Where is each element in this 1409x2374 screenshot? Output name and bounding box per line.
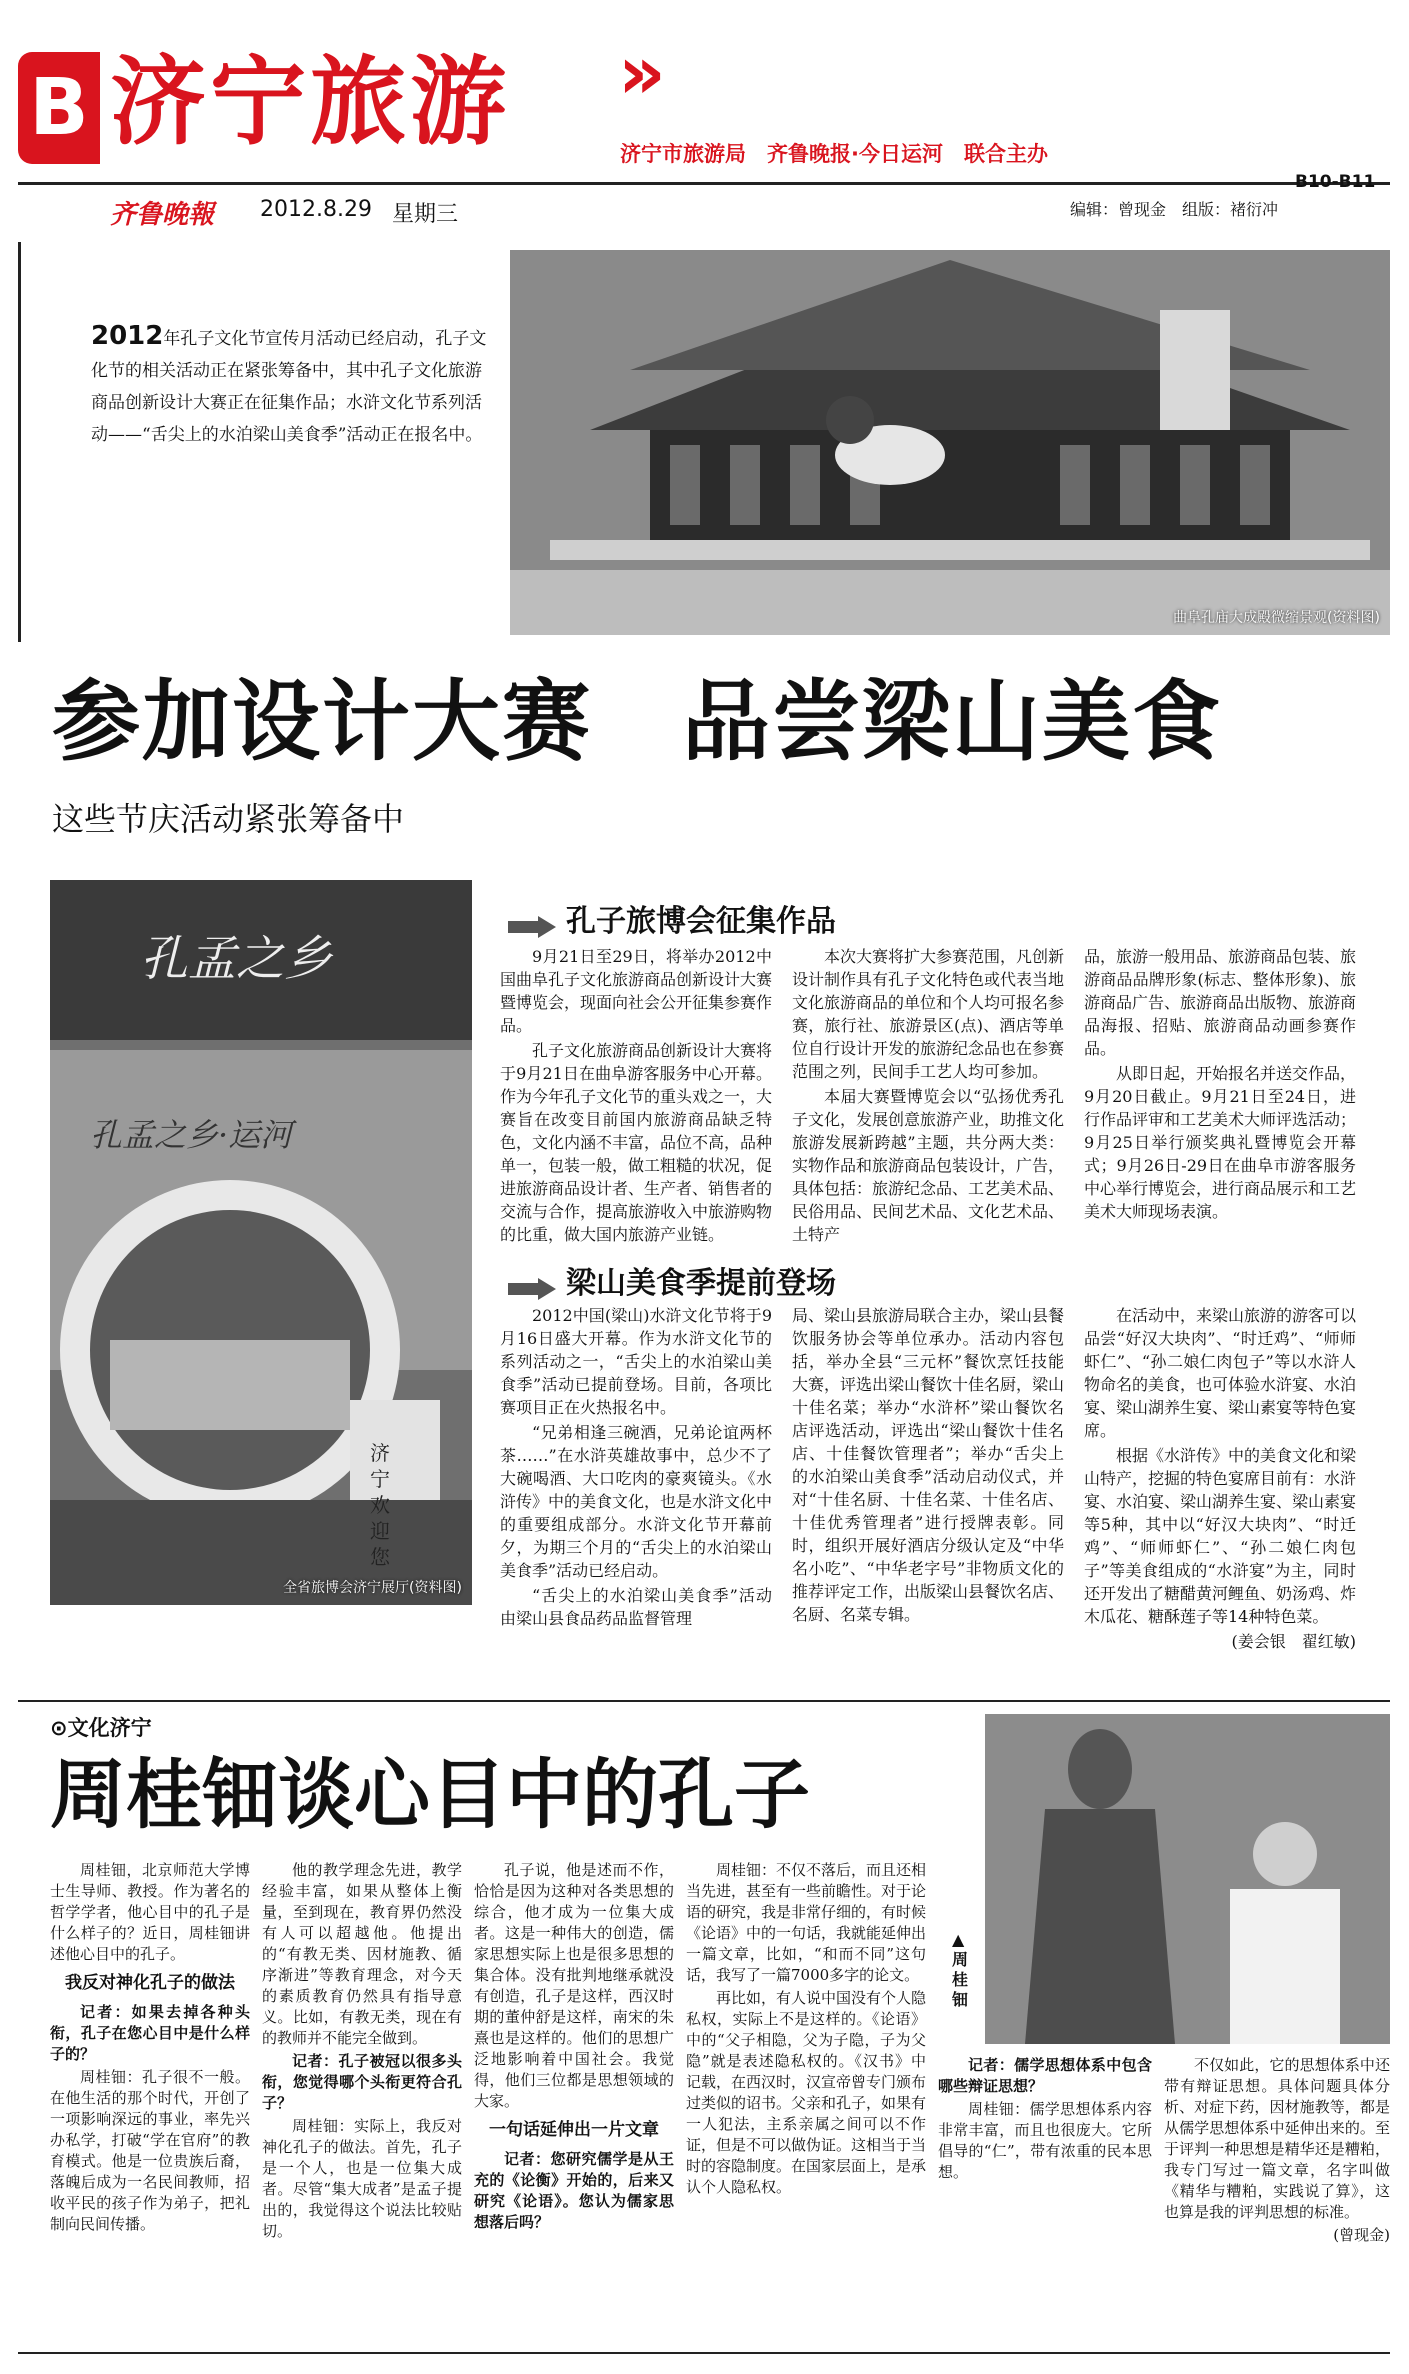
feature-intro: 周桂钿，北京师范大学博士生导师、教授。作为著名的哲学学者，他心目中的孔子是什么样子的？近日，周桂钿讲述他心目中的孔子。: [50, 1861, 250, 1963]
feature-subhead-1: 我反对神化孔子的做法: [65, 1973, 235, 1993]
feature-title: 周桂钿谈心目中的孔子: [50, 1750, 810, 1839]
lead-year: 2012: [91, 321, 164, 351]
editor-credit: 编辑：曾现金 组版：褚衍冲: [1070, 200, 1279, 219]
feature-a3: 周桂钿：不仅不落后，而且还相当先进，甚至有一些前瞻性。对于论语的研究，我是非常仔细的，有时候《论语》中的一句话，我就能延伸出一篇文章，比如，“和而不同”这句话，我写了一篇7000多字的论文。: [686, 1861, 927, 1984]
section1-col3: [1084, 945, 1356, 1225]
lead-paragraph: [91, 320, 491, 451]
section1-col3-p1: 品，旅游一般用品、旅游商品包装、旅游商品品牌形象(标志、整体形象)、旅游商品广告、旅游商品出版物、旅游商品海报、招贴、旅游商品动画参赛作品。: [1084, 947, 1357, 1058]
feature-a4: 周桂钿：儒学思想体系内容非常丰富，而且也很庞大。它所倡导的“仁”，带有浓重的民本思想。: [938, 2100, 1152, 2181]
section-mark-icon: »: [618, 30, 666, 116]
section1-col2-p1: 本次大赛将扩大参赛范围，凡创新设计制作具有孔子文化特色或代表当地文化旅游商品的单位和个人均可报名参赛，旅行社、旅游景区(点)、酒店等单位自行设计开发的旅游纪念品也在参赛范围之列，民间手工艺人均可参加。: [792, 947, 1065, 1081]
temple-model-illustration: [510, 250, 1390, 635]
section2-col3-p2: 根据《水浒传》中的美食文化和梁山特产，挖掘的特色宴席目前有：水浒宴、水泊宴、梁山湖养生宴、梁山素宴等5种，其中以“好汉大块肉”、“时迁鸡”、“师师虾仁”、“孙二娘仁肉包子”等美食组成的“水浒宴”为主，同时还开发出了糖醋黄河鲤鱼、奶汤鸡、炸木瓜花、糖酥莲子等14种特色菜。: [1084, 1446, 1357, 1626]
lead-box: [18, 242, 510, 642]
photo-caption: 全省旅博会济宁展厅(资料图): [283, 1580, 462, 1596]
sign-top: 孔孟之乡: [140, 931, 333, 987]
photo-label: ▲周桂钿: [952, 1930, 969, 2009]
section2-col2-p1: 局、梁山县旅游局联合主办，梁山县餐饮服务协会等单位承办。活动内容包括，举办全县“三元杯”餐饮烹饪技能大赛，评选出梁山餐饮十佳名厨，梁山十佳名菜；举办“水浒杯”梁山餐饮名店评选活动，评选出“梁山餐饮十佳名店、十佳餐饮管理者”；举办“舌尖上的水泊梁山美食季”活动启动仪式，并对“十佳名厨、十佳名菜、十佳名店、十佳优秀管理者”进行授牌表彰。同时，组织开展好酒店分级认定及“中华名小吃”、“中华老字号”非物质文化的推荐评定工作，出版梁山县餐饮名店、名厨、名菜专辑。: [792, 1306, 1065, 1624]
section1-col1-p1: 9月21日至29日，将举办2012中国曲阜孔子文化旅游商品创新设计大赛暨博览会，现面向社会公开征集参赛作品。: [500, 947, 773, 1035]
section2-byline: (姜会银 翟红敏): [1231, 1632, 1356, 1651]
portrait-illustration: [985, 1714, 1390, 2044]
sign-mid: 孔孟之乡·运河: [90, 1116, 293, 1154]
feature-a4b: 不仅如此，它的思想体系中还带有辩证思想。具体问题具体分析、对症下药，因材施教等，都是从儒学思想体系中延伸出来的。至于评判一种思想是精华还是糟粕，我专门写过一篇文章，名字叫做《精华与糟粕，实践说了算》，这也算是我的评判思想的标准。: [1164, 2056, 1390, 2221]
arrow-icon: [508, 916, 556, 938]
photo-zhou-guidian: [985, 1714, 1390, 2044]
kicker-text: 文化济宁: [67, 1716, 152, 1740]
section2-col3: [1084, 1304, 1356, 1655]
feature-kicker: [50, 1712, 152, 1742]
masthead: [0, 0, 1409, 230]
section1-col3-p2: 从即日起，开始报名并送交作品，9月20日截止。9月21日至24日，进行作品评审和工艺美术大师评选活动；9月25日举行颁奖典礼暨博览会开幕式；9月26日-29日在曲阜市游客服务中心举行博览会，进行商品展示和工艺美术大师现场表演。: [1084, 1064, 1357, 1221]
section-divider: [18, 1700, 1390, 1702]
section2-title: 梁山美食季提前登场: [566, 1266, 836, 1301]
sub-headline: 这些节庆活动紧张筹备中: [52, 800, 405, 838]
lead-text: 年孔子文化节宣传月活动已经启动，孔子文化节的相关活动正在紧张筹备中，其中孔子文化旅游商品创新设计大赛正在征集作品；水浒文化节系列活动——“舌尖上的水泊梁山美食季”活动正在报名中。: [91, 329, 487, 445]
photo-temple-model: [510, 250, 1390, 635]
sponsors: 济宁市旅游局 齐鲁晚报·今日运河 联合主办: [620, 142, 1048, 166]
section2-col1-p2: “兄弟相逢三碗酒，兄弟论谊两杯茶……”在水浒英雄故事中，总少不了大碗喝酒、大口吃肉的豪爽镜头。《水浒传》中的美食文化，也是水浒文化中的重要组成部分。水浒文化节开幕前夕，为期三个月的“舌尖上的水泊梁山美食季”活动已经启动。: [500, 1423, 773, 1580]
section2-heading: [508, 1258, 836, 1302]
feature-a2: 周桂钿：实际上，我反对神化孔子的做法。首先，孔子是一个人，也是一位集大成者。尽管“集大成者”是孟子提出的，我觉得这个说法比较贴切。: [262, 2117, 462, 2240]
feature-col6: [1164, 2055, 1390, 2248]
feature-byline: (曾现金): [1333, 2226, 1390, 2244]
masthead-rule: [18, 182, 1390, 185]
kicker-mark-icon: ⊙: [50, 1716, 68, 1740]
weekday: 星期三: [392, 202, 459, 227]
section1-col1-p2: 孔子文化旅游商品创新设计大赛将于9月21日在曲阜游客服务中心开幕。作为今年孔子文化节的重头戏之一，大赛旨在改变目前国内旅游商品缺乏特色，文化内涵不丰富，品位不高，品种单一，包装一般，做工粗糙的状况，促进旅游商品设计者、生产者、销售者的交流与合作，提高旅游收入中旅游购物的比重，做大国内旅游产业链。: [500, 1041, 773, 1244]
feature-q1: 记者：如果去掉各种头衔，孔子在您心目中是什么样子的？: [50, 2003, 250, 2063]
section1-col2-p2: 本届大赛暨博览会以“弘扬优秀孔子文化，发展创意旅游产业，助推文化旅游发展新跨越”主题，共分两大类：实物作品和旅游商品包装设计，广告，具体包括：旅游纪念品、工艺美术品、民俗用品、民间艺术品、文化艺术品、土特产: [792, 1087, 1065, 1244]
feature-col5: [938, 2055, 1152, 2185]
section-letter-badge: B: [18, 52, 100, 164]
section2-col2: [792, 1304, 1064, 1628]
photo-caption: 曲阜孔庙大成殿微缩景观(资料图): [1173, 610, 1380, 626]
main-headline: 参加设计大赛 品尝梁山美食: [52, 670, 1223, 773]
feature-q2: 记者：孔子被冠以很多头衔，您觉得哪个头衔更符合孔子？: [262, 2052, 462, 2112]
section1-title: 孔子旅博会征集作品: [566, 904, 836, 939]
photo-exhibit-hall: [50, 880, 472, 1605]
arrow-icon: [508, 1278, 556, 1300]
feature-col1: [50, 1860, 250, 2237]
feature-q3: 记者：您研究儒学是从王充的《论衡》开始的，后来又研究《论语》。您认为儒家思想落后吗？: [474, 2150, 674, 2231]
feature-col3: [474, 1860, 674, 2235]
section1-col2: [792, 945, 1064, 1248]
section2-col1: [500, 1304, 772, 1632]
section-title: 济宁旅游: [110, 46, 510, 158]
section1-col1: [500, 945, 772, 1248]
paper-name: 齐鲁晚報: [110, 200, 215, 230]
section2-col1-p1: 2012中国(梁山)水浒文化节将于9月16日盛大开幕。作为水浒文化节的系列活动之一，“舌尖上的水泊梁山美食季”活动已提前登场。目前，各项比赛项目正在火热报名中。: [500, 1306, 772, 1417]
feature-a2b: 孔子说，他是述而不作，恰恰是因为这种对各类思想的综合，他才成为一位集大成者。这是一种伟大的创造，儒家思想实际上也是很多思想的集合体。没有批判地继承就没有创造，孔子是这样，西汉时期的董仲舒是这样，南宋的朱熹也是这样的。他们的思想广泛地影响着中国社会。我觉得，他们三位都是思想领域的大家。: [474, 1861, 674, 2110]
feature-a1: 周桂钿：孔子很不一般。在他生活的那个时代，开创了一项影响深远的事业，率先兴办私学，打破“学在官府”的教育模式。他是一位贵族后裔，落魄后成为一名民间教师，招收平民的孩子作为弟子，把礼制向民间传播。: [50, 2068, 250, 2233]
sign-bottom: 济宁欢迎您: [370, 1441, 390, 1569]
section2-col3-p1: 在活动中，来梁山旅游的游客可以品尝“好汉大块肉”、“时迁鸡”、“师师虾仁”、“孙二娘仁肉包子”等以水浒人物命名的美食，也可体验水浒宴、水泊宴、梁山湖养生宴、梁山素宴等特色宴席。: [1084, 1306, 1357, 1440]
feature-subhead-2: 一句话延伸出一片文章: [489, 2120, 659, 2140]
feature-col4: [686, 1860, 926, 2200]
feature-q4: 记者：儒学思想体系中包含哪些辩证思想？: [938, 2056, 1152, 2095]
page-range: B10-B11: [1295, 172, 1376, 192]
feature-col2: [262, 1860, 462, 2244]
feature-a3b: 再比如，有人说中国没有个人隐私权，实际上不是这样的。《论语》中的“父子相隐，父为子隐，子为父隐”就是表述隐私权的。《汉书》中记载，在西汉时，汉宣帝曾专门颁布过类似的诏书。父亲和孔子，如果有一人犯法，主系亲属之间可以不作证，但是不可以做伪证。这相当于当时的容隐制度。在国家层面上，是承认个人隐私权。: [686, 1989, 927, 2196]
bottom-rule: [18, 2352, 1390, 2354]
section2-col1-p3: “舌尖上的水泊梁山美食季”活动由梁山县食品药品监督管理: [500, 1586, 772, 1628]
section1-heading: [508, 896, 836, 940]
feature-a1b: 他的教学理念先进，教学经验丰富，如果从整体上衡量，至到现在，教育界仍然没有人可以超越他。他提出的“有教无类、因材施教、循序渐进”等教育理念，对今天的素质教育仍然具有指导意义。比如，有教无类，现在有的教师并不能完全做到。: [262, 1861, 462, 2047]
issue-date: 2012.8.29: [260, 197, 372, 222]
